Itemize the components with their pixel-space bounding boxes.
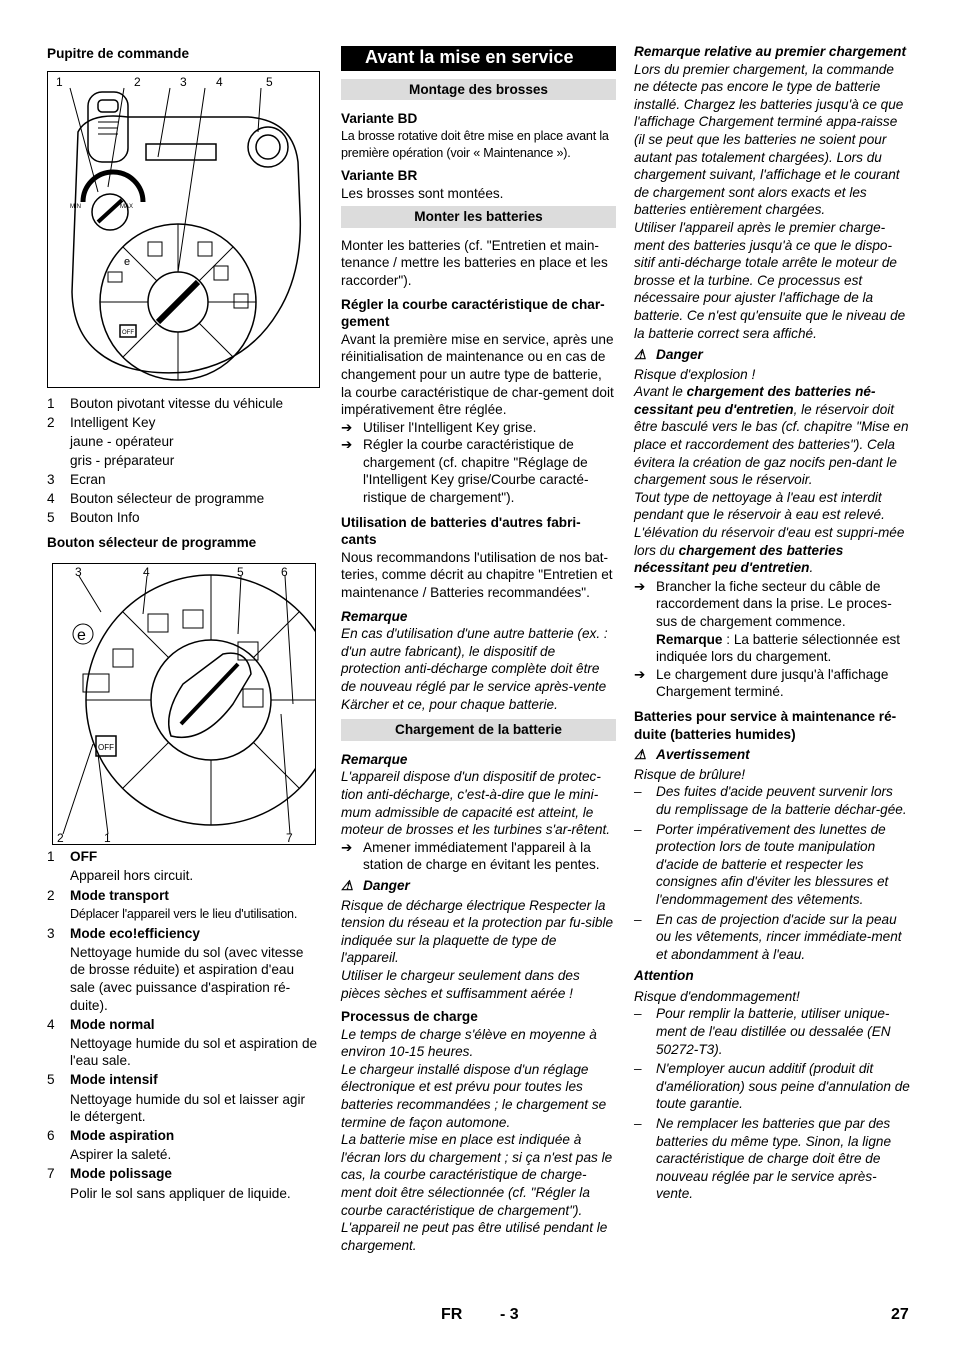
panel-legend xyxy=(47,395,319,527)
list-item: – Porter impérativement des lunettes de protection lors de toute manipulation d'acide de batterie et respecter les consignes afin d'éviter les blessures et l'endommagement des vêtements. xyxy=(634,821,889,907)
arrow-icon: ➔ xyxy=(341,437,353,453)
warning-icon: ⚠ xyxy=(341,877,354,893)
mode-row: 3 Mode eco!efficiency xyxy=(47,925,200,941)
arrow-icon: ➔ xyxy=(634,578,646,594)
mode-row: 2 Mode transport xyxy=(47,887,169,903)
legend-row: 3 Ecran xyxy=(47,471,106,487)
subsection-bar: Chargement de la batterie xyxy=(341,719,616,741)
panel-off-label: OFF xyxy=(122,329,134,336)
panel-callout-3: 3 xyxy=(180,74,187,89)
control-panel-drawing xyxy=(48,72,319,387)
legend-row: jaune - opérateur xyxy=(70,433,174,449)
mode-row: 4 Mode normal xyxy=(47,1016,155,1032)
control-panel-figure xyxy=(47,71,320,388)
legend-row: 2 Intelligent Key xyxy=(47,414,156,430)
legend-row: 4 Bouton sélecteur de programme xyxy=(47,491,265,507)
column-left xyxy=(47,40,319,1202)
selector-callout-2: 2 xyxy=(57,831,64,845)
selector-title: Bouton sélecteur de programme xyxy=(47,534,257,550)
legend-row: 1 Bouton pivotant vitesse du véhicule xyxy=(47,395,284,411)
panel-callout-5: 5 xyxy=(266,74,273,89)
column-middle: Avant la mise en service Montage des brosses Variante BD La brosse rotative doit être mise en place avant la première opération (voir « Maintenance »). Variante BR Les brosses sont montées. Monter les batteries Monter les batteries (cf. "Entretien et main-tenance / mettre les batteries en place et les raccorder"). Régler la courbe caractéristique de char-gement Avant la première mise en service, après une réinitialisation de maintenance ou en cas de changement pour un autre type de batterie, la courbe caractéristique de char-gement doit impérativement être réglée. ➔ Utiliser l'Intelligent Key grise. ➔ Régler la courbe caractéristique de chargement (cf. chapitre "Réglage de l'Intelligent Key grise/Courbe caracté-ristique de chargement"). Utilisation de batteries d'autres fabri-cants Nous recommandons l'utilisation de nos bat-teries, comme décrit au chapitre "Entretien et maintenance / Batteries recommandées". Remarque En cas d'utilisation d'une autre batterie (ex. : d'un autre fabricant), le dispositif de protection anti-décharge complète doit être de nouveau réglé par le service après-vente Kärcher et ce, pour chaque batterie. Chargement de la batterie Remarque L'appareil dispose d'un dispositif de protec-tion anti-décharge, c'est-à-dire que le mini-mum admissible de capacité est atteint, le moteur de brosses et les turbines s'ar-rêtent. ➔ Amener immédiatement l'appareil à la station de charge en évitant les pentes. ⚠ Danger Risque de décharge électrique Respecter la tension du réseau et la protection par fu-sible indiquée sur la plaquette de type de l'appareil. Utiliser le chargeur seulement dans des pièces sèches et suffisamment aérée ! Processus de charge Le temps de charge s'élève en moyenne à environ 10-15 heures. Le chargeur installé dispose d'un réglage électronique et est prévu pour toutes les batteries recommandées ; le chargement se termine de façon automone. La batterie mise en place est indiquée à l'écran lors du chargement ; si ça n'est pas le cas, la courbe caractéristique de charge-ment doit être sélectionnée (cf. "Régler la courbe caractéristique de chargement"). L'appareil ne peut pas être utilisé pendant le chargement. xyxy=(341,40,616,1254)
list-item: ➔ Utiliser l'Intelligent Key grise. xyxy=(341,419,537,435)
selector-callout-1: 1 xyxy=(104,831,111,845)
mode-row: 1 OFF xyxy=(47,849,98,865)
subsection-bar: Montage des brosses xyxy=(341,79,616,101)
legend-row: gris - préparateur xyxy=(70,452,175,468)
legend-row: 5 Bouton Info xyxy=(47,510,140,526)
selector-callout-6: 6 xyxy=(281,565,288,580)
selector-callout-7: 7 xyxy=(286,831,293,845)
list-item: – Des fuites d'acide peuvent survenir lors du remplissage de la batterie déchar-gée. xyxy=(634,784,907,817)
warning-icon: ⚠ xyxy=(634,747,647,763)
page-number: 27 xyxy=(891,1306,909,1323)
mode-legend: 1 OFF Appareil hors circuit. 2 Mode transport Déplacer l'appareil vers le lieu d'utilisation. 3 Mode eco!efficiency Nettoyage humide du sol (avec vitesse de brosse réduite) et aspiration d'eau sale (avec puissance d'aspiration ré-duite). 4 Mode normal Nettoyage humide du sol et aspiration de l'eau sale. 5 Mode intensif Nettoyage humide du sol et laisser agir le détergent. 6 Mode aspiration Aspirer la saleté. 7 Mode polissage Polir le sol sans appliquer de liquide. xyxy=(47,849,318,1201)
warning-icon: ⚠ xyxy=(634,347,647,363)
column-right: Remarque relative au premier chargement Lors du premier chargement, la commande ne détecte pas encore le type de batterie installé. Chargez les batteries jusqu'à ce que l'affichage Chargement terminé appa-raisse (il se peut que les batteries ne soient pour autant pas totalement chargées). Lors du chargement suivant, l'affichage et le courant de chargement sont alors exacts et les batteries entièrement chargées. Utiliser l'appareil après le premier charge-ment des batteries jusqu'à ce que le dispo-sitif anti-décharge totale arrête le moteur de brosse et la turbine. Ce processus est nécessaire pour ajuster l'affichage de la batterie. Ce n'est qu'ensuite que le niveau de la batterie correct sera affiché. ⚠ Danger Risque d'explosion ! Avant le chargement des batteries né-cessitant peu d'entretien, le réservoir doit être basculé vers le bas (cf. chapitre "Mise en place et raccordement des batteries"). Cela évitera la création de gaz nocifs pen-dant le chargement sous le réservoir. Tout type de nettoyage à l'eau est interdit pendant que le réservoir à eau est relevé. L'élévation du réservoir d'eau est suppri-mée lors du chargement des batteries nécessitant peu d'entretien. ➔ Brancher la fiche secteur du câble de raccordement dans la prise. Le proces-sus de chargement commence. Remarque : La batterie sélectionnée est indiquée lors du chargement. ➔ Le chargement dure jusqu'à l'affichage Chargement terminé. Batteries pour service à maintenance ré-duite (batteries humides) ⚠ Avertissement Risque de brûlure! – Des fuites d'acide peuvent survenir lors du remplissage de la batterie déchar-gée. – Porter impérativement des lunettes de protection lors de toute manipulation d'acide de batterie et respecter les consignes afin d'éviter les blessures et l'endommagement des vêtements. – En cas de projection d'acide sur la peau ou les vêtements, rincer immédiate-ment et abondamment à l'eau. Attention Risque d'endommagement! – Pour remplir la batterie, utiliser unique-ment de l'eau distillée ou dessalée (EN 50272-T3). – N'employer aucun additif (produit dit d'amélioration) sous peine d'annulation de toute garantie. – Ne remplacer les batteries que par des batteries du même type. Sinon, la ligne caractéristique de charge doit être de nouveau réglée par le service après-vente. xyxy=(634,44,910,1202)
panel-eco-label: e xyxy=(124,255,131,268)
panel-min-label: MIN xyxy=(70,203,81,210)
warning-heading: ⚠ Avertissement xyxy=(634,747,750,763)
list-item: ➔ Amener immédiatement l'appareil à la station de charge en évitant les pentes. xyxy=(341,839,600,873)
danger-heading: ⚠ Danger xyxy=(634,347,703,363)
footer-section: - 3 xyxy=(500,1306,519,1323)
arrow-icon: ➔ xyxy=(634,666,646,682)
list-item: – Ne remplacer les batteries que par des batteries du même type. Sinon, la ligne caractéristique de charge doit être de nouveau réglée par le service après-vente. xyxy=(634,1116,892,1202)
list-item: ➔ Régler la courbe caractéristique de chargement (cf. chapitre "Réglage de l'Intelligent Key grise/Courbe caracté-ristique de chargement"). xyxy=(341,437,589,506)
arrow-icon: ➔ xyxy=(341,419,353,435)
list-item: ➔ Le chargement dure jusqu'à l'affichage Chargement terminé. xyxy=(634,666,889,700)
list-item: – N'employer aucun additif (produit dit d'amélioration) sous peine d'annulation de toute garantie. xyxy=(634,1061,910,1112)
mode-row: 5 Mode intensif xyxy=(47,1072,158,1088)
panel-title: Pupitre de commande xyxy=(47,46,190,61)
panel-callout-2: 2 xyxy=(134,74,141,89)
selector-callout-4: 4 xyxy=(143,565,150,580)
mode-row: 6 Mode aspiration xyxy=(47,1128,175,1144)
selector-eco-label: e xyxy=(77,627,86,645)
list-item: ➔ Brancher la fiche secteur du câble de raccordement dans la prise. Le proces-sus de chargement commence. Remarque : La batterie sélectionnée est indiquée lors du chargement. xyxy=(634,578,901,665)
selector-callout-3: 3 xyxy=(75,565,82,580)
danger-heading: ⚠ Danger xyxy=(341,877,410,893)
selector-callout-5: 5 xyxy=(237,565,244,580)
arrow-icon: ➔ xyxy=(341,839,353,855)
panel-callout-4: 4 xyxy=(216,74,223,89)
mode-row: 7 Mode polissage xyxy=(47,1166,172,1182)
section-title: Avant la mise en service xyxy=(341,46,616,71)
program-selector-drawing xyxy=(53,564,315,844)
selector-off-label: OFF xyxy=(98,743,114,753)
list-item: – En cas de projection d'acide sur la peau ou les vêtements, rincer immédiate-ment et abondamment à l'eau. xyxy=(634,911,902,962)
panel-max-label: MAX xyxy=(120,203,134,210)
program-selector-figure xyxy=(52,563,316,845)
footer-lang: FR xyxy=(441,1306,463,1323)
subsection-bar: Monter les batteries xyxy=(341,206,616,228)
panel-callout-1: 1 xyxy=(56,74,63,89)
list-item: – Pour remplir la batterie, utiliser unique-ment de l'eau distillée ou dessalée (EN 50272-T3). xyxy=(634,1006,891,1057)
